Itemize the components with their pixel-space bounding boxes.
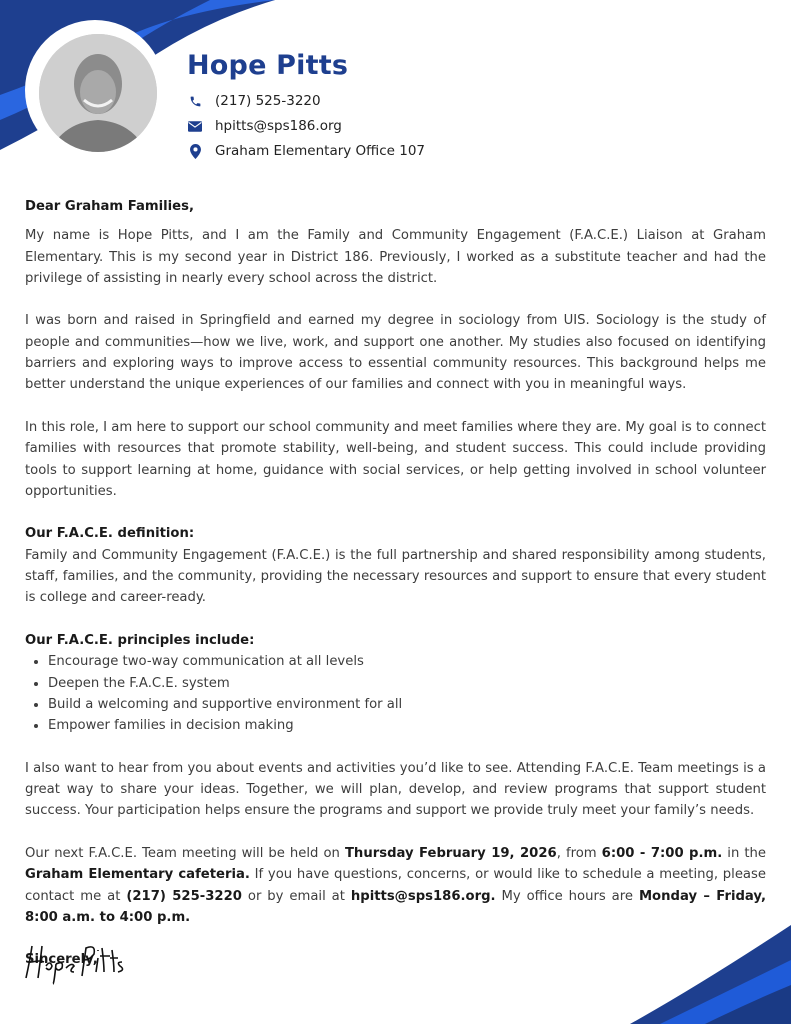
person-avatar-icon <box>39 34 157 152</box>
meeting-phone[interactable]: (217) 525-3220 <box>126 888 242 904</box>
meeting-text: or by email at <box>241 888 351 904</box>
meeting-text: in the <box>722 845 766 861</box>
contact-email <box>187 118 342 134</box>
definition-heading: Our F.A.C.E. definition: <box>25 526 195 542</box>
definition-block <box>25 523 766 608</box>
meeting-text: My office hours are <box>495 888 639 904</box>
principles-block <box>25 630 766 736</box>
mail-icon <box>187 118 203 134</box>
list-item: • Encourage two-way communication at all levels <box>48 651 766 672</box>
location-pin-icon <box>187 143 203 159</box>
email-text[interactable]: hpitts@sps186.org <box>215 118 342 134</box>
meeting-time: 6:00 - 7:00 p.m. <box>601 845 723 861</box>
phone-text[interactable]: (217) 525-3220 <box>215 93 321 109</box>
meeting-text: , from <box>556 845 602 861</box>
contact-phone <box>187 93 321 109</box>
definition-text: Family and Community Engagement (F.A.C.E.) is the full partnership and shared responsibility among students, staff, families, and the community, providing the necessary resources and support to ensure that every student is college and career-ready. <box>25 547 766 606</box>
contact-name: Hope Pitts <box>187 50 349 81</box>
paragraph-role: In this role, I am here to support our school community and meet families where they are. My goal is to connect families with resources that promote stability, well-being, and student success. This could include providing tools to support learning at home, guidance with social services, or help getting involved in school volunteer opportunities. <box>25 419 766 499</box>
signature <box>22 940 132 985</box>
letter-body <box>25 196 766 992</box>
meeting-date: Thursday February 19, 2026 <box>344 845 557 861</box>
meeting-text: Our next F.A.C.E. Team meeting will be held on <box>25 845 345 861</box>
principles-heading: Our F.A.C.E. principles include: <box>25 632 255 648</box>
paragraph-intro: My name is Hope Pitts, and I am the Family and Community Engagement (F.A.C.E.) Liaison at Graham Elementary. This is my second year in District 186. Previously, I worked as a substitute teacher and had the privilege of assisting in nearly every school across the district. <box>25 228 766 286</box>
list-item: • Build a welcoming and supportive environment for all <box>48 694 766 715</box>
paragraph-meeting <box>25 843 766 928</box>
office-hours: Monday – Friday, 8:00 a.m. to 4:00 p.m. <box>25 888 766 925</box>
paragraph-feedback: I also want to hear from you about events and activities you’d like to see. Attending F.A.C.E. Team meetings is a great way to share your ideas. Together, we will plan, develop, and review programs that support student success. Your participation helps ensure the programs and support we provide truly meet your family’s needs. <box>25 760 766 819</box>
meeting-location: Graham Elementary cafeteria. <box>25 867 250 883</box>
office-text: Graham Elementary Office 107 <box>215 143 426 159</box>
phone-icon <box>187 93 203 109</box>
principles-list <box>25 651 766 736</box>
list-item: • Deepen the F.A.C.E. system <box>48 673 766 694</box>
meeting-text: If you have questions, concerns, or would like to schedule a meeting, please contact me at <box>25 867 766 904</box>
list-item: • Empower families in decision making <box>48 715 766 736</box>
greeting: Dear Graham Families, <box>25 199 194 214</box>
paragraph-background: I was born and raised in Springfield and earned my degree in sociology from UIS. Sociology is the study of people and communities—how we live, work, and support one another. My studies also focused on identifying barriers and exploring ways to improve access to essential community resources. This background helps me better understand the unique experiences of our families and connect with you in meaningful ways. <box>25 313 766 393</box>
closing: Sincerely, <box>25 952 98 968</box>
contact-office <box>187 143 425 159</box>
profile-photo <box>39 34 157 152</box>
meeting-email[interactable]: hpitts@sps186.org. <box>350 888 496 904</box>
